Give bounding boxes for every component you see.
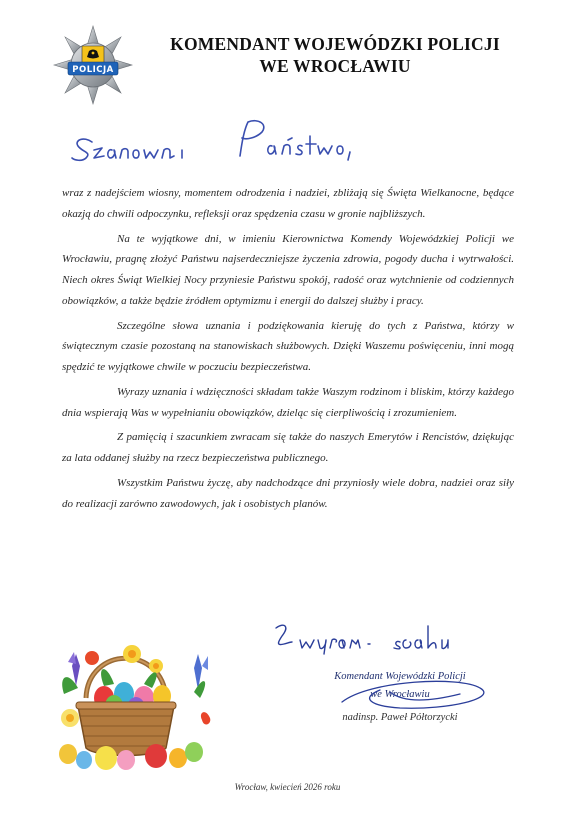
- title-line-1: KOMENDANT WOJEWÓDZKI POLICJI: [170, 34, 500, 54]
- paragraph-2: Na te wyjątkowe dni, w imieniu Kierownictwa Komendy Wojewódzkiej Policji we Wrocławiu, pragnę złożyć Państwu najserdeczniejsze życzenia zdrowia, pogody ducha i wytrwałości. Niech okres Świąt Wielkiej Nocy przyniesie Państwu spokój, radość oraz wytchnienie od codziennych obowiązków, a także będzie źródłem optymizmu i energii do dalszej służby i pracy.: [62, 232, 514, 307]
- handwritten-salutation: [62, 112, 407, 172]
- badge-text: POLICJA: [72, 64, 114, 75]
- easter-basket-illustration: [44, 636, 220, 770]
- signature-block: [300, 668, 500, 727]
- handwritten-closing: [270, 616, 470, 656]
- paragraph-1: wraz z nadejściem wiosny, momentem odrodzenia i nadziei, zbliżają się Święta Wielkanocne, będące okazją do chwili odpoczynku, refleksji oraz spędzenia czasu w gronie najbliższych.: [62, 187, 514, 220]
- title-line-2: WE WROCŁAWIU: [259, 56, 411, 76]
- paragraph-5: Z pamięcią i szacunkiem zwracam się także do naszych Emerytów i Rencistów, dziękując za lata oddanej służby na rzecz bezpieczeństwa publicznego.: [62, 431, 514, 465]
- place-date: Wrocław, kwiecień 2026 roku: [234, 782, 341, 792]
- paragraph-6: Wszystkim Państwu życzę, aby nadchodzące dni przyniosły wiele dobra, nadziei oraz siły do realizacji zarówno zawodowych, jak i osobistych planów.: [62, 477, 514, 510]
- signature-name: nadinsp. Paweł Półtorzycki: [342, 712, 458, 723]
- signature-role-line-2: we Wrocławiu: [370, 689, 430, 700]
- letter-body: [62, 183, 514, 519]
- letterhead-title: [150, 33, 520, 77]
- signature-role-line-1: Komendant Wojewódzki Policji: [334, 671, 466, 682]
- paragraph-4: Wyrazy uznania i wdzięczności składam także Waszym rodzinom i bliskim, którzy każdego dnia wspierają Was w wypełnianiu obowiązków, dzieląc się cierpliwością i zrozumieniem.: [62, 385, 514, 419]
- paragraph-3: Szczególne słowa uznania i podziękowania kieruję do tych z Państwa, którzy w świątecznym czasie pozostaną na stanowiskach służbowych. Dzięki Waszemu poświęceniu, inni mogą spędzić te wyjątkowe chwile w poczuciu bezpieczeństwa.: [62, 319, 514, 373]
